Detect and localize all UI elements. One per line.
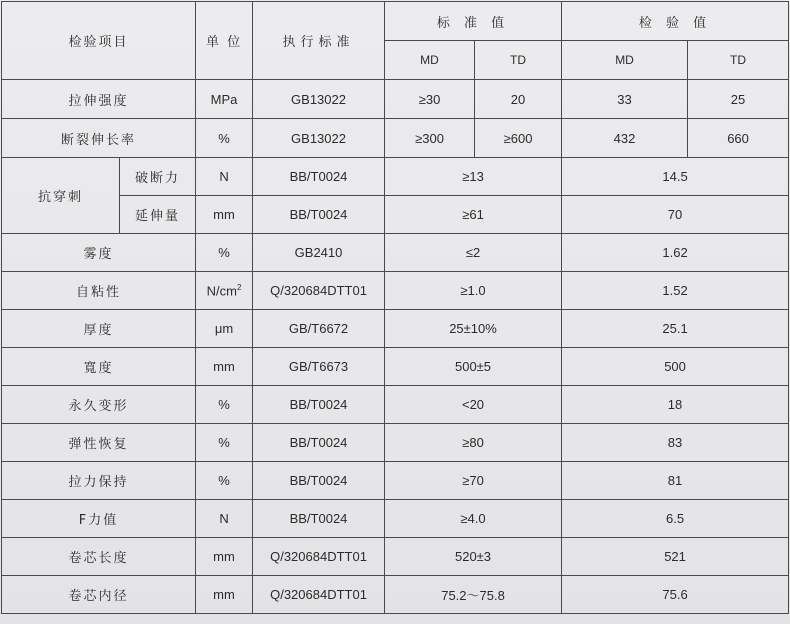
std-td-cell: 20: [475, 80, 562, 119]
std-value-cell: 520±3: [385, 538, 562, 576]
unit-cell: mm: [196, 538, 253, 576]
unit-cell: [196, 272, 253, 310]
std-value-cell: ≥61: [385, 196, 562, 234]
header-item: 检验项目: [2, 2, 196, 80]
item-label: 拉力保持: [2, 462, 196, 500]
standard-cell: BB/T0024: [253, 158, 385, 196]
unit-cell: mm: [196, 196, 253, 234]
unit-cell: %: [196, 119, 253, 158]
header-unit: 单 位: [196, 2, 253, 80]
table-row: [2, 500, 789, 538]
unit-cell: mm: [196, 348, 253, 386]
test-value-cell: 75.6: [562, 576, 789, 614]
table-row: [2, 158, 789, 196]
table-row: [2, 234, 789, 272]
test-value-cell: 18: [562, 386, 789, 424]
unit-cell: %: [196, 386, 253, 424]
unit-cell: %: [196, 462, 253, 500]
test-value-cell: 1.52: [562, 272, 789, 310]
std-value-cell: ≤2: [385, 234, 562, 272]
standard-cell: GB13022: [253, 119, 385, 158]
item-label: 自粘性: [2, 272, 196, 310]
unit-cell: MPa: [196, 80, 253, 119]
test-value-cell: 6.5: [562, 500, 789, 538]
std-md-cell: ≥30: [385, 80, 475, 119]
unit-base: N/cm: [206, 283, 237, 299]
standard-cell: BB/T0024: [253, 196, 385, 234]
std-value-cell: ≥70: [385, 462, 562, 500]
std-td-cell: ≥600: [475, 119, 562, 158]
item-label: 延伸量: [120, 196, 196, 234]
test-value-cell: 1.62: [562, 234, 789, 272]
table-row: [2, 272, 789, 310]
item-label: 寬度: [2, 348, 196, 386]
header-test-value: 检 验 值: [562, 2, 789, 41]
table-row: [2, 462, 789, 500]
std-value-cell: ≥13: [385, 158, 562, 196]
standard-cell: GB13022: [253, 80, 385, 119]
table-header-row: [2, 2, 789, 41]
table-row: [2, 348, 789, 386]
group-label: 抗穿刺: [2, 158, 120, 234]
test-value-cell: 14.5: [562, 158, 789, 196]
unit-cell: %: [196, 234, 253, 272]
item-label: 弹性恢复: [2, 424, 196, 462]
standard-cell: BB/T0024: [253, 500, 385, 538]
test-value-cell: 81: [562, 462, 789, 500]
item-label: 卷芯内径: [2, 576, 196, 614]
standard-cell: GB2410: [253, 234, 385, 272]
val-md-cell: 432: [562, 119, 688, 158]
item-label: 雾度: [2, 234, 196, 272]
std-value-cell: <20: [385, 386, 562, 424]
val-md-cell: 33: [562, 80, 688, 119]
std-value-cell: ≥1.0: [385, 272, 562, 310]
unit-exponent: 2: [236, 282, 242, 292]
std-value-cell: 75.2～75.8: [385, 576, 562, 614]
item-label: 破断力: [120, 158, 196, 196]
unit-cell: %: [196, 424, 253, 462]
standard-cell: BB/T0024: [253, 424, 385, 462]
std-value-cell: ≥80: [385, 424, 562, 462]
standard-cell: Q/320684DTT01: [253, 272, 385, 310]
standard-cell: Q/320684DTT01: [253, 576, 385, 614]
header-standard: 执行标准: [253, 2, 385, 80]
val-td-cell: 660: [688, 119, 789, 158]
unit-cell: mm: [196, 576, 253, 614]
unit-cell: μm: [196, 310, 253, 348]
test-value-cell: 83: [562, 424, 789, 462]
table-row: [2, 386, 789, 424]
standard-cell: Q/320684DTT01: [253, 538, 385, 576]
item-label: 拉伸强度: [2, 80, 196, 119]
header-std-md: MD: [385, 41, 475, 80]
test-value-cell: 25.1: [562, 310, 789, 348]
test-value-cell: 521: [562, 538, 789, 576]
standard-cell: GB/T6673: [253, 348, 385, 386]
item-label: F力值: [2, 500, 196, 538]
table-row: [2, 119, 789, 158]
item-label: 卷芯长度: [2, 538, 196, 576]
inspection-table: [1, 1, 789, 614]
unit-cell: N: [196, 158, 253, 196]
std-value-cell: 25±10%: [385, 310, 562, 348]
header-std-td: TD: [475, 41, 562, 80]
header-val-td: TD: [688, 41, 789, 80]
table-row: [2, 80, 789, 119]
standard-cell: GB/T6672: [253, 310, 385, 348]
standard-cell: BB/T0024: [253, 386, 385, 424]
header-val-md: MD: [562, 41, 688, 80]
unit-cell: N: [196, 500, 253, 538]
item-label: 永久变形: [2, 386, 196, 424]
std-value-cell: ≥4.0: [385, 500, 562, 538]
val-td-cell: 25: [688, 80, 789, 119]
std-value-cell: 500±5: [385, 348, 562, 386]
std-md-cell: ≥300: [385, 119, 475, 158]
table-row: [2, 196, 789, 234]
table-row: [2, 310, 789, 348]
standard-cell: BB/T0024: [253, 462, 385, 500]
test-value-cell: 500: [562, 348, 789, 386]
table-row: [2, 538, 789, 576]
item-label: 厚度: [2, 310, 196, 348]
test-value-cell: 70: [562, 196, 789, 234]
header-std-value: 标 准 值: [385, 2, 562, 41]
table-row: [2, 576, 789, 614]
table-row: [2, 424, 789, 462]
item-label: 断裂伸长率: [2, 119, 196, 158]
